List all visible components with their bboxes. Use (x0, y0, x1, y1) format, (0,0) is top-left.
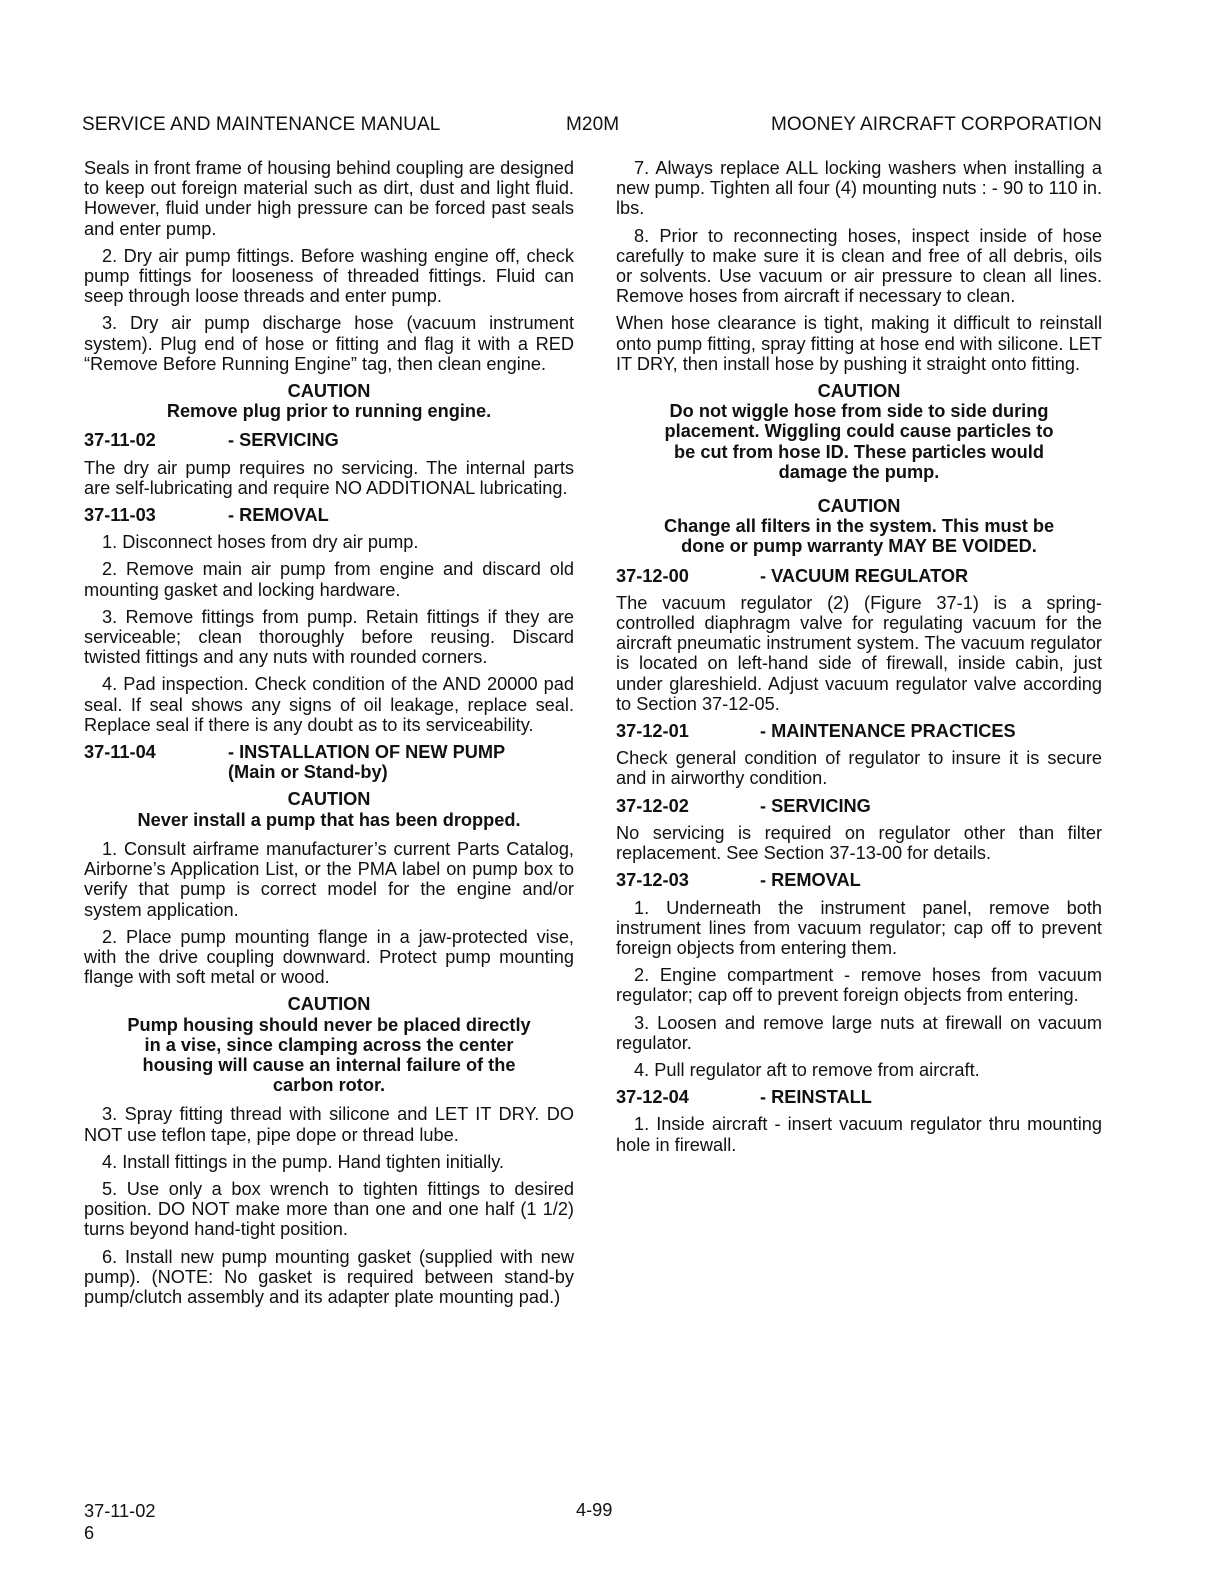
section-number: 37-12-02 (616, 795, 689, 816)
caution-line: Pump housing should never be placed directly (127, 1014, 531, 1035)
caution-title: CAUTION (287, 381, 371, 402)
section-heading-37-12-01 (616, 721, 1102, 741)
step-dry-air-pump-fittings: 2. Dry air pump fittings. Before washing engine off, check pump fittings for looseness of threaded fittings. Fluid can seep through loose threads and enter pump. (84, 245, 574, 307)
caution-change-filters (616, 496, 1102, 557)
caution-pump-housing (84, 994, 574, 1095)
caution-line: be cut from hose ID. These particles would (674, 441, 1044, 462)
header-company: MOONEY AIRCRAFT CORPORATION (770, 114, 1102, 135)
section-title: - MAINTENANCE PRACTICES (760, 721, 1016, 742)
step-regulator-removal-2: 2. Engine compartment - remove hoses from vacuum regulator; cap off to prevent foreign objects from entering. (616, 965, 1102, 1006)
step-removal-3: 3. Remove fittings from pump. Retain fittings if they are serviceable; clean thoroughly before reusing. Discard twisted fittings and any nuts with rounded corners. (84, 606, 574, 668)
caution-title: CAUTION (287, 994, 371, 1015)
section-title: - REMOVAL (760, 870, 861, 891)
caution-title: CAUTION (817, 496, 901, 517)
step-regulator-removal-1: 1. Underneath the instrument panel, remove both instrument lines from vacuum regulator; cap off to prevent foreign objects from entering them. (616, 897, 1102, 958)
step-regulator-removal-4: 4. Pull regulator aft to remove from aircraft. (634, 1059, 980, 1080)
section-title: - REINSTALL (760, 1087, 872, 1108)
paragraph-seals: Seals in front frame of housing behind coupling are designed to keep out foreign material such as dirt, dust and light fluid. However, fluid under high pressure can be forced past seals and enter pump. (84, 158, 574, 239)
caution-line: Never install a pump that has been dropped. (137, 809, 521, 830)
caution-line: Do not wiggle hose from side to side during (669, 401, 1049, 422)
step-removal-1: 1. Disconnect hoses from dry air pump. (102, 532, 419, 553)
section-number: 37-11-04 (84, 742, 156, 763)
section-heading-37-12-00 (616, 566, 1102, 586)
caution-line: in a vise, since clamping across the center (144, 1034, 514, 1055)
section-number: 37-11-03 (84, 505, 156, 526)
caution-line: carbon rotor. (272, 1075, 386, 1096)
caution-remove-plug (84, 381, 574, 421)
caution-line: damage the pump. (778, 461, 940, 482)
section-heading-37-11-04 (84, 742, 574, 782)
footer-page-number: 4-99 (576, 1500, 613, 1520)
step-removal-4: 4. Pad inspection. Check condition of the AND 20000 pad seal. If seal shows any signs of oil leakage, replace seal. Replace seal if there is any doubt as to its serviceability. (84, 674, 574, 735)
left-column (84, 158, 574, 1314)
caution-dropped-pump (84, 789, 574, 829)
caution-title: CAUTION (287, 789, 371, 810)
step-discharge-hose: 3. Dry air pump discharge hose (vacuum instrument system). Plug end of hose or fitting and flag it with a RED “Remove Before Running Engine” tag, then clean engine. (84, 313, 574, 374)
step-install-4: 4. Install fittings in the pump. Hand tighten initially. (102, 1151, 505, 1172)
section-heading-37-12-03 (616, 870, 1102, 890)
section-title (228, 742, 574, 782)
header-model: M20M (566, 114, 620, 135)
section-number: 37-12-04 (616, 1087, 689, 1108)
step-regulator-removal-3: 3. Loosen and remove large nuts at firewall on vacuum regulator. (616, 1012, 1102, 1053)
step-install-5: 5. Use only a box wrench to tighten fittings to desired position. DO NOT make more than one and one half (1 1/2) turns beyond hand-tight position. (84, 1178, 574, 1240)
caution-line: Remove plug prior to running engine. (166, 401, 492, 422)
caution-title: CAUTION (817, 381, 901, 402)
page-header (82, 114, 1102, 140)
step-install-1: 1. Consult airframe manufacturer’s current Parts Catalog, Airborne’s Application List, or the PMA label on pump box to verify that pump is correct model for the engine and/or system application. (84, 838, 574, 920)
section-heading-37-11-02 (84, 430, 574, 450)
caution-line: placement. Wiggling could cause particles to (664, 421, 1054, 442)
section-heading-37-12-02 (616, 796, 1102, 816)
step-reinstall-1: 1. Inside aircraft - insert vacuum regulator thru mounting hole in firewall. (616, 1114, 1102, 1155)
footer-revision: 6 (84, 1523, 95, 1543)
right-column (616, 158, 1102, 1162)
paragraph-vacuum-regulator: The vacuum regulator (2) (Figure 37-1) is a spring-controlled diaphragm valve for regulating vacuum for the aircraft pneumatic instrument system. The vacuum regulator is located on left-hand side of firewall, inside cabin, just under glareshield. Adjust vacuum regulator valve according to Section 37-12-05. (616, 592, 1102, 714)
section-title: - REMOVAL (228, 505, 329, 526)
caution-line: done or pump warranty MAY BE VOIDED. (681, 536, 1037, 557)
step-removal-2: 2. Remove main air pump from engine and discard old mounting gasket and locking hardware. (84, 559, 574, 600)
step-install-7: 7. Always replace ALL locking washers when installing a new pump. Tighten all four (4) mounting nuts : - 90 to 110 in. lbs. (616, 158, 1102, 219)
section-title-line: - INSTALLATION OF NEW PUMP (228, 742, 506, 763)
section-title: - SERVICING (228, 430, 339, 451)
section-number: 37-11-02 (84, 430, 156, 451)
step-install-2: 2. Place pump mounting flange in a jaw-protected vise, with the drive coupling downward. Protect pump mounting flange with soft metal or wood. (84, 926, 574, 988)
step-install-6: 6. Install new pump mounting gasket (supplied with new pump). (NOTE: No gasket is required between stand-by pump/clutch assembly and its adapter plate mounting pad.) (84, 1246, 574, 1307)
section-number: 37-12-01 (616, 721, 689, 742)
section-heading-37-11-03 (84, 505, 574, 525)
step-install-8: 8. Prior to reconnecting hoses, inspect inside of hose carefully to make sure it is clean and free of all debris, oils or solvents. Use vacuum or air pressure to clean all lines. Remove hoses from aircraft if necessary to clean. (616, 225, 1102, 307)
section-number: 37-12-03 (616, 870, 689, 891)
caution-wiggle-hose (616, 381, 1102, 482)
section-title: - SERVICING (760, 795, 871, 816)
section-heading-37-12-04 (616, 1087, 1102, 1107)
step-install-3: 3. Spray fitting thread with silicone and LET IT DRY. DO NOT use teflon tape, pipe dope or thread lube. (84, 1104, 574, 1145)
paragraph-maintenance: Check general condition of regulator to insure it is secure and in airworthy condition. (616, 748, 1102, 789)
paragraph-hose-clearance: When hose clearance is tight, making it difficult to reinstall onto pump fitting, spray fitting at hose end with silicone. LET IT DRY, then install hose by pushing it straight onto fitting. (616, 313, 1102, 374)
paragraph-regulator-servicing: No servicing is required on regulator other than filter replacement. See Section 37-13-00 for details. (616, 822, 1102, 864)
section-number: 37-12-00 (616, 565, 689, 586)
caution-line: housing will cause an internal failure of the (142, 1054, 516, 1075)
footer-section-number: 37-11-02 (84, 1501, 156, 1521)
section-title: - VACUUM REGULATOR (760, 565, 969, 586)
page-footer (84, 1500, 155, 1544)
header-manual-title: SERVICE AND MAINTENANCE MANUAL (82, 114, 441, 135)
section-subtitle-line: (Main or Stand-by) (228, 762, 388, 783)
paragraph-servicing: The dry air pump requires no servicing. The internal parts are self-lubricating and require NO ADDITIONAL lubricating. (84, 457, 574, 498)
caution-line: Change all filters in the system. This must be (663, 516, 1055, 537)
